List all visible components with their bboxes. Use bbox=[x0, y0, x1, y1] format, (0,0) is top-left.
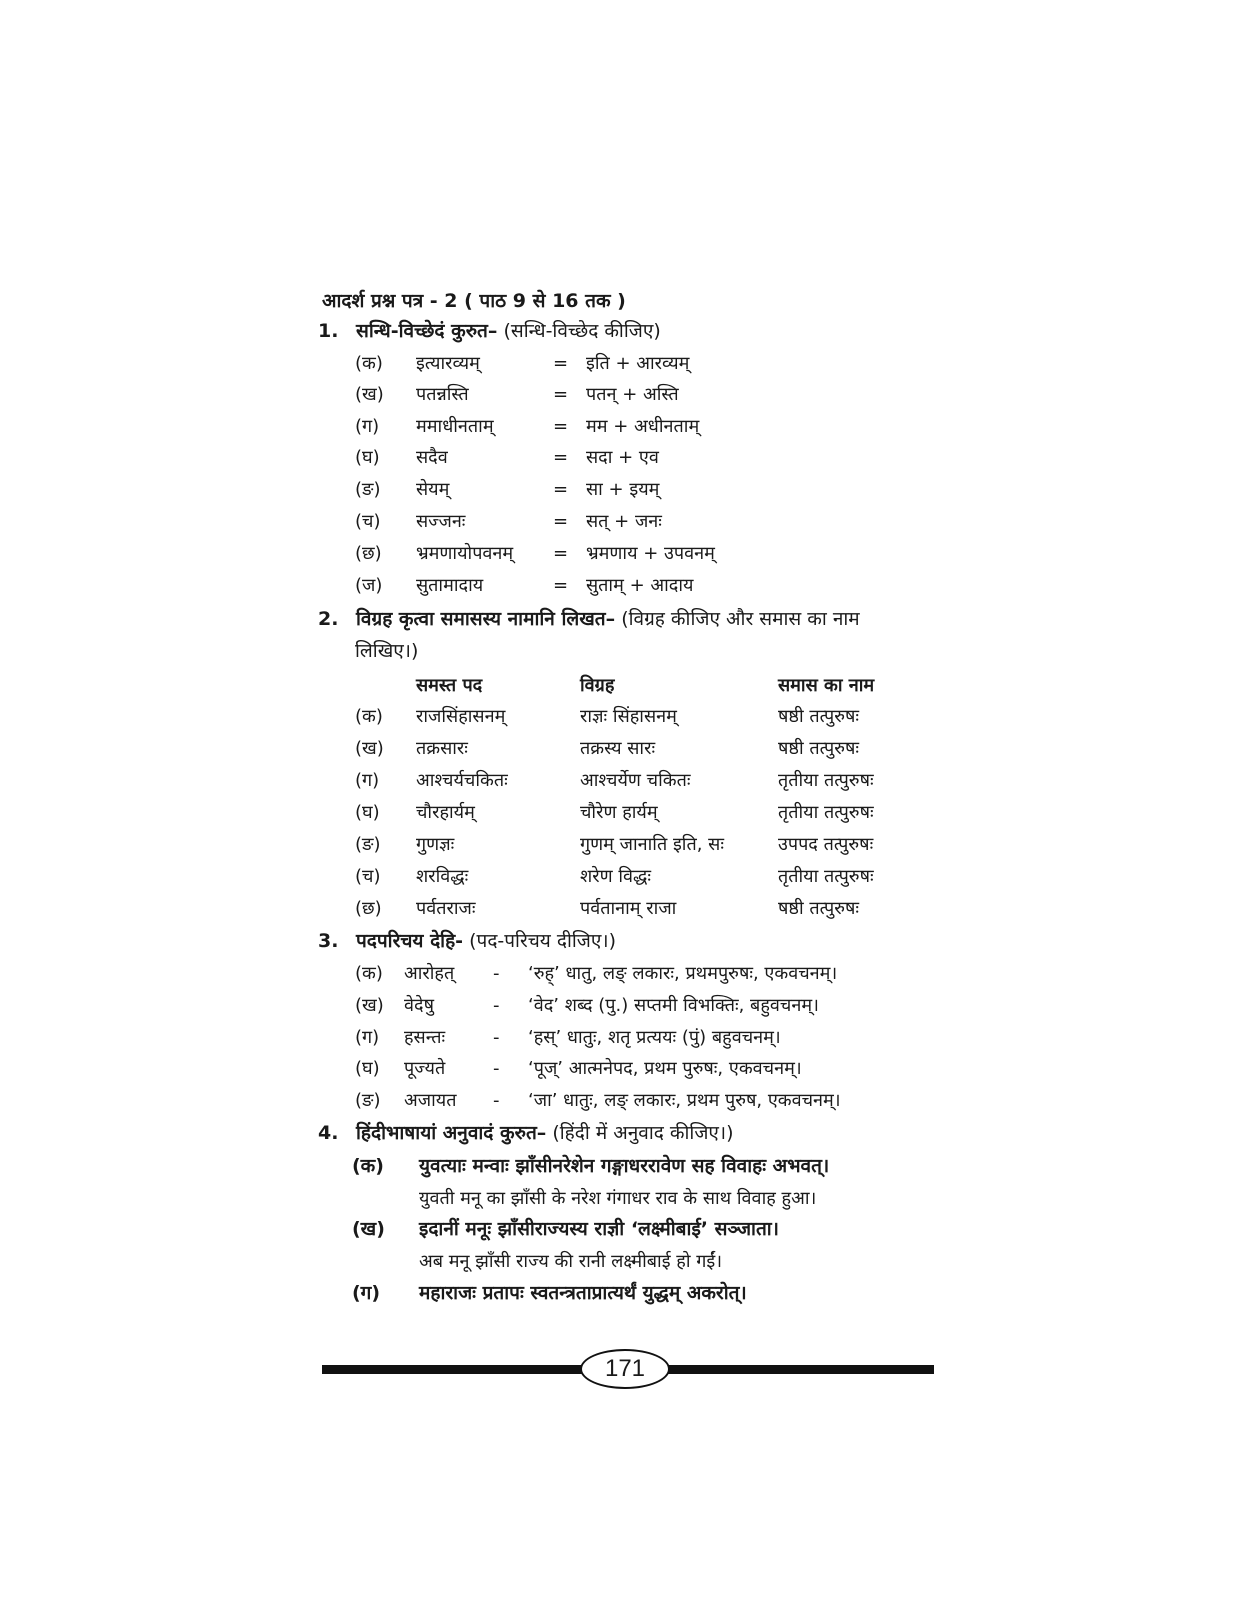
q1-label: (घ) bbox=[355, 447, 380, 468]
q2-heading-hindi-cont: लिखिए।) bbox=[355, 640, 419, 662]
q4-label: (ख) bbox=[352, 1218, 385, 1240]
q3-word: वेदेषु bbox=[404, 995, 434, 1016]
q1-split: पतन् + अस्ति bbox=[586, 384, 679, 405]
q1-equals: = bbox=[553, 353, 569, 374]
q4-heading-sanskrit: हिंदीभाषायां अनुवादं कुरुत– bbox=[356, 1122, 547, 1144]
q1-split: मम + अधीनताम् bbox=[586, 416, 700, 437]
q1-label: (च) bbox=[355, 511, 381, 532]
q3-label: (ग) bbox=[355, 1027, 380, 1048]
q4-heading-hindi: (हिंदी में अनुवाद कीजिए।) bbox=[552, 1122, 734, 1144]
q2-label: (घ) bbox=[355, 802, 380, 823]
q2-pad: राजसिंहासनम् bbox=[416, 706, 506, 727]
q1-split: सदा + एव bbox=[586, 447, 659, 468]
q2-label: (छ) bbox=[355, 898, 382, 919]
q2-samas: षष्ठी तत्पुरुषः bbox=[778, 706, 859, 727]
q1-equals: = bbox=[553, 384, 569, 405]
q1-equals: = bbox=[553, 416, 569, 437]
q2-samas: तृतीया तत्पुरुषः bbox=[778, 770, 874, 791]
q1-heading-hindi: (सन्धि-विच्छेद कीजिए) bbox=[503, 320, 661, 342]
q3-word: हसन्तः bbox=[404, 1027, 446, 1048]
q2-pad: तक्रसारः bbox=[416, 738, 468, 759]
q2-samas: तृतीया तत्पुरुषः bbox=[778, 802, 874, 823]
q1-equals: = bbox=[553, 447, 569, 468]
q2-label: (ख) bbox=[355, 738, 384, 759]
q3-number: 3. bbox=[318, 930, 339, 952]
q4-label: (क) bbox=[352, 1155, 384, 1177]
q2-vigrah: राज्ञः सिंहासनम् bbox=[580, 706, 677, 727]
q3-label: (क) bbox=[355, 963, 383, 984]
q4-sentence: इदानीं मनूः झाँसीराज्यस्य राज्ञी ‘लक्ष्मीबाई’ सञ्जाता। bbox=[419, 1218, 779, 1240]
q1-word: ममाधीनताम् bbox=[416, 416, 494, 437]
page-title: आदर्श प्रश्न पत्र - 2 ( पाठ 9 से 16 तक ) bbox=[322, 290, 626, 312]
q2-col-header: विग्रह bbox=[580, 675, 615, 696]
q1-word: सदैव bbox=[416, 447, 448, 468]
q4-translation: अब मनू झाँसी राज्य की रानी लक्ष्मीबाई हो गईं। bbox=[419, 1251, 723, 1272]
q4-sentence: युवत्याः मन्वाः झाँसीनरेशेन गङ्गाधररावेण सह विवाहः अभवत्। bbox=[419, 1155, 830, 1177]
q2-vigrah: शरेण विद्धः bbox=[580, 866, 652, 887]
q1-number: 1. bbox=[318, 320, 339, 342]
q3-word: पूज्यते bbox=[404, 1058, 446, 1079]
q1-label: (क) bbox=[355, 353, 383, 374]
q1-equals: = bbox=[553, 575, 569, 596]
q1-label: (ङ) bbox=[355, 479, 381, 500]
q2-pad: आश्चर्यचकितः bbox=[416, 770, 508, 791]
q3-desc: ‘रुह्’ धातु, लङ् लकारः, प्रथमपुरुषः, एकवचनम्। bbox=[528, 963, 838, 984]
q3-dash: - bbox=[493, 995, 500, 1016]
q2-vigrah: चौरेण हार्यम् bbox=[580, 802, 658, 823]
q3-heading bbox=[356, 932, 616, 951]
q1-word: सज्जनः bbox=[416, 511, 466, 532]
q3-desc: ‘पूज्’ आत्मनेपद, प्रथम पुरुषः, एकवचनम्। bbox=[528, 1058, 802, 1079]
q3-heading-sanskrit: पदपरिचय देहि- bbox=[356, 930, 464, 952]
q1-equals: = bbox=[553, 479, 569, 500]
q1-word: भ्रमणायोपवनम् bbox=[416, 543, 514, 564]
q3-dash: - bbox=[493, 1090, 500, 1111]
q1-split: भ्रमणाय + उपवनम् bbox=[586, 543, 715, 564]
q2-vigrah: गुणम् जानाति इति, सः bbox=[580, 834, 724, 855]
q1-word: सुतामादाय bbox=[416, 575, 484, 596]
q3-dash: - bbox=[493, 1058, 500, 1079]
q3-desc: ‘वेद’ शब्द (पु.) सप्तमी विभक्तिः, बहुवचनम्। bbox=[528, 995, 819, 1016]
q1-label: (ख) bbox=[355, 384, 384, 405]
q1-word: सेयम् bbox=[416, 479, 450, 500]
q3-desc: ‘जा’ धातुः, लङ् लकारः, प्रथम पुरुष, एकवचनम्। bbox=[528, 1090, 841, 1111]
page-number: 171 bbox=[580, 1349, 670, 1389]
q1-word: इत्यारव्यम् bbox=[416, 353, 480, 374]
q3-dash: - bbox=[493, 963, 500, 984]
q2-label: (ङ) bbox=[355, 834, 381, 855]
q3-dash: - bbox=[493, 1027, 500, 1048]
q2-heading-hindi: (विग्रह कीजिए और समास का नाम bbox=[621, 608, 860, 630]
q2-col-header: समास का नाम bbox=[778, 675, 875, 696]
q1-label: (ग) bbox=[355, 416, 380, 437]
q1-split: सत् + जनः bbox=[586, 511, 662, 532]
q2-heading bbox=[356, 610, 860, 629]
q1-heading bbox=[356, 322, 661, 341]
q3-label: (ङ) bbox=[355, 1090, 381, 1111]
q3-heading-hindi: (पद-परिचय दीजिए।) bbox=[469, 930, 617, 952]
footer-rule-right bbox=[665, 1365, 934, 1374]
q1-word: पतन्नस्ति bbox=[416, 384, 469, 405]
q2-pad: शरविद्धः bbox=[416, 866, 469, 887]
q2-vigrah: आश्चर्येण चकितः bbox=[580, 770, 691, 791]
q1-split: सा + इयम् bbox=[586, 479, 660, 500]
q3-label: (ख) bbox=[355, 995, 384, 1016]
q2-pad: चौरहार्यम् bbox=[416, 802, 475, 823]
q2-pad: पर्वतराजः bbox=[416, 898, 476, 919]
q2-pad: गुणज्ञः bbox=[416, 834, 455, 855]
q2-label: (क) bbox=[355, 706, 383, 727]
q3-word: आरोहत् bbox=[404, 963, 455, 984]
q3-label: (घ) bbox=[355, 1058, 380, 1079]
q2-label: (ग) bbox=[355, 770, 380, 791]
footer-rule-left bbox=[322, 1365, 582, 1374]
q2-samas: उपपद तत्पुरुषः bbox=[778, 834, 874, 855]
q2-samas: षष्ठी तत्पुरुषः bbox=[778, 898, 859, 919]
q3-word: अजायत bbox=[404, 1090, 457, 1111]
q4-sentence: महाराजः प्रतापः स्वतन्त्रताप्रात्यर्थं युद्धम् अकरोत्। bbox=[419, 1282, 747, 1304]
q2-number: 2. bbox=[318, 608, 339, 630]
q1-heading-sanskrit: सन्धि-विच्छेदं कुरुत– bbox=[356, 320, 498, 342]
q2-samas: षष्ठी तत्पुरुषः bbox=[778, 738, 859, 759]
q1-split: सुताम् + आदाय bbox=[586, 575, 694, 596]
q2-vigrah: तक्रस्य सारः bbox=[580, 738, 656, 759]
q2-vigrah: पर्वतानाम् राजा bbox=[580, 898, 677, 919]
q4-translation: युवती मनू का झाँसी के नरेश गंगाधर राव के साथ विवाह हुआ। bbox=[419, 1188, 817, 1209]
q4-number: 4. bbox=[318, 1122, 339, 1144]
q2-label: (च) bbox=[355, 866, 381, 887]
q2-col-header: समस्त पद bbox=[416, 675, 483, 696]
q3-desc: ‘हस्’ धातुः, शतृ प्रत्ययः (पुं) बहुवचनम्। bbox=[528, 1027, 781, 1048]
q1-equals: = bbox=[553, 511, 569, 532]
q2-heading-sanskrit: विग्रह कृत्वा समासस्य नामानि लिखत– bbox=[356, 608, 616, 630]
q1-label: (ज) bbox=[355, 575, 383, 596]
q1-split: इति + आरव्यम् bbox=[586, 353, 690, 374]
q4-heading bbox=[356, 1124, 734, 1143]
q1-equals: = bbox=[553, 543, 569, 564]
q4-label: (ग) bbox=[352, 1282, 381, 1304]
q2-samas: तृतीया तत्पुरुषः bbox=[778, 866, 874, 887]
q1-label: (छ) bbox=[355, 543, 382, 564]
